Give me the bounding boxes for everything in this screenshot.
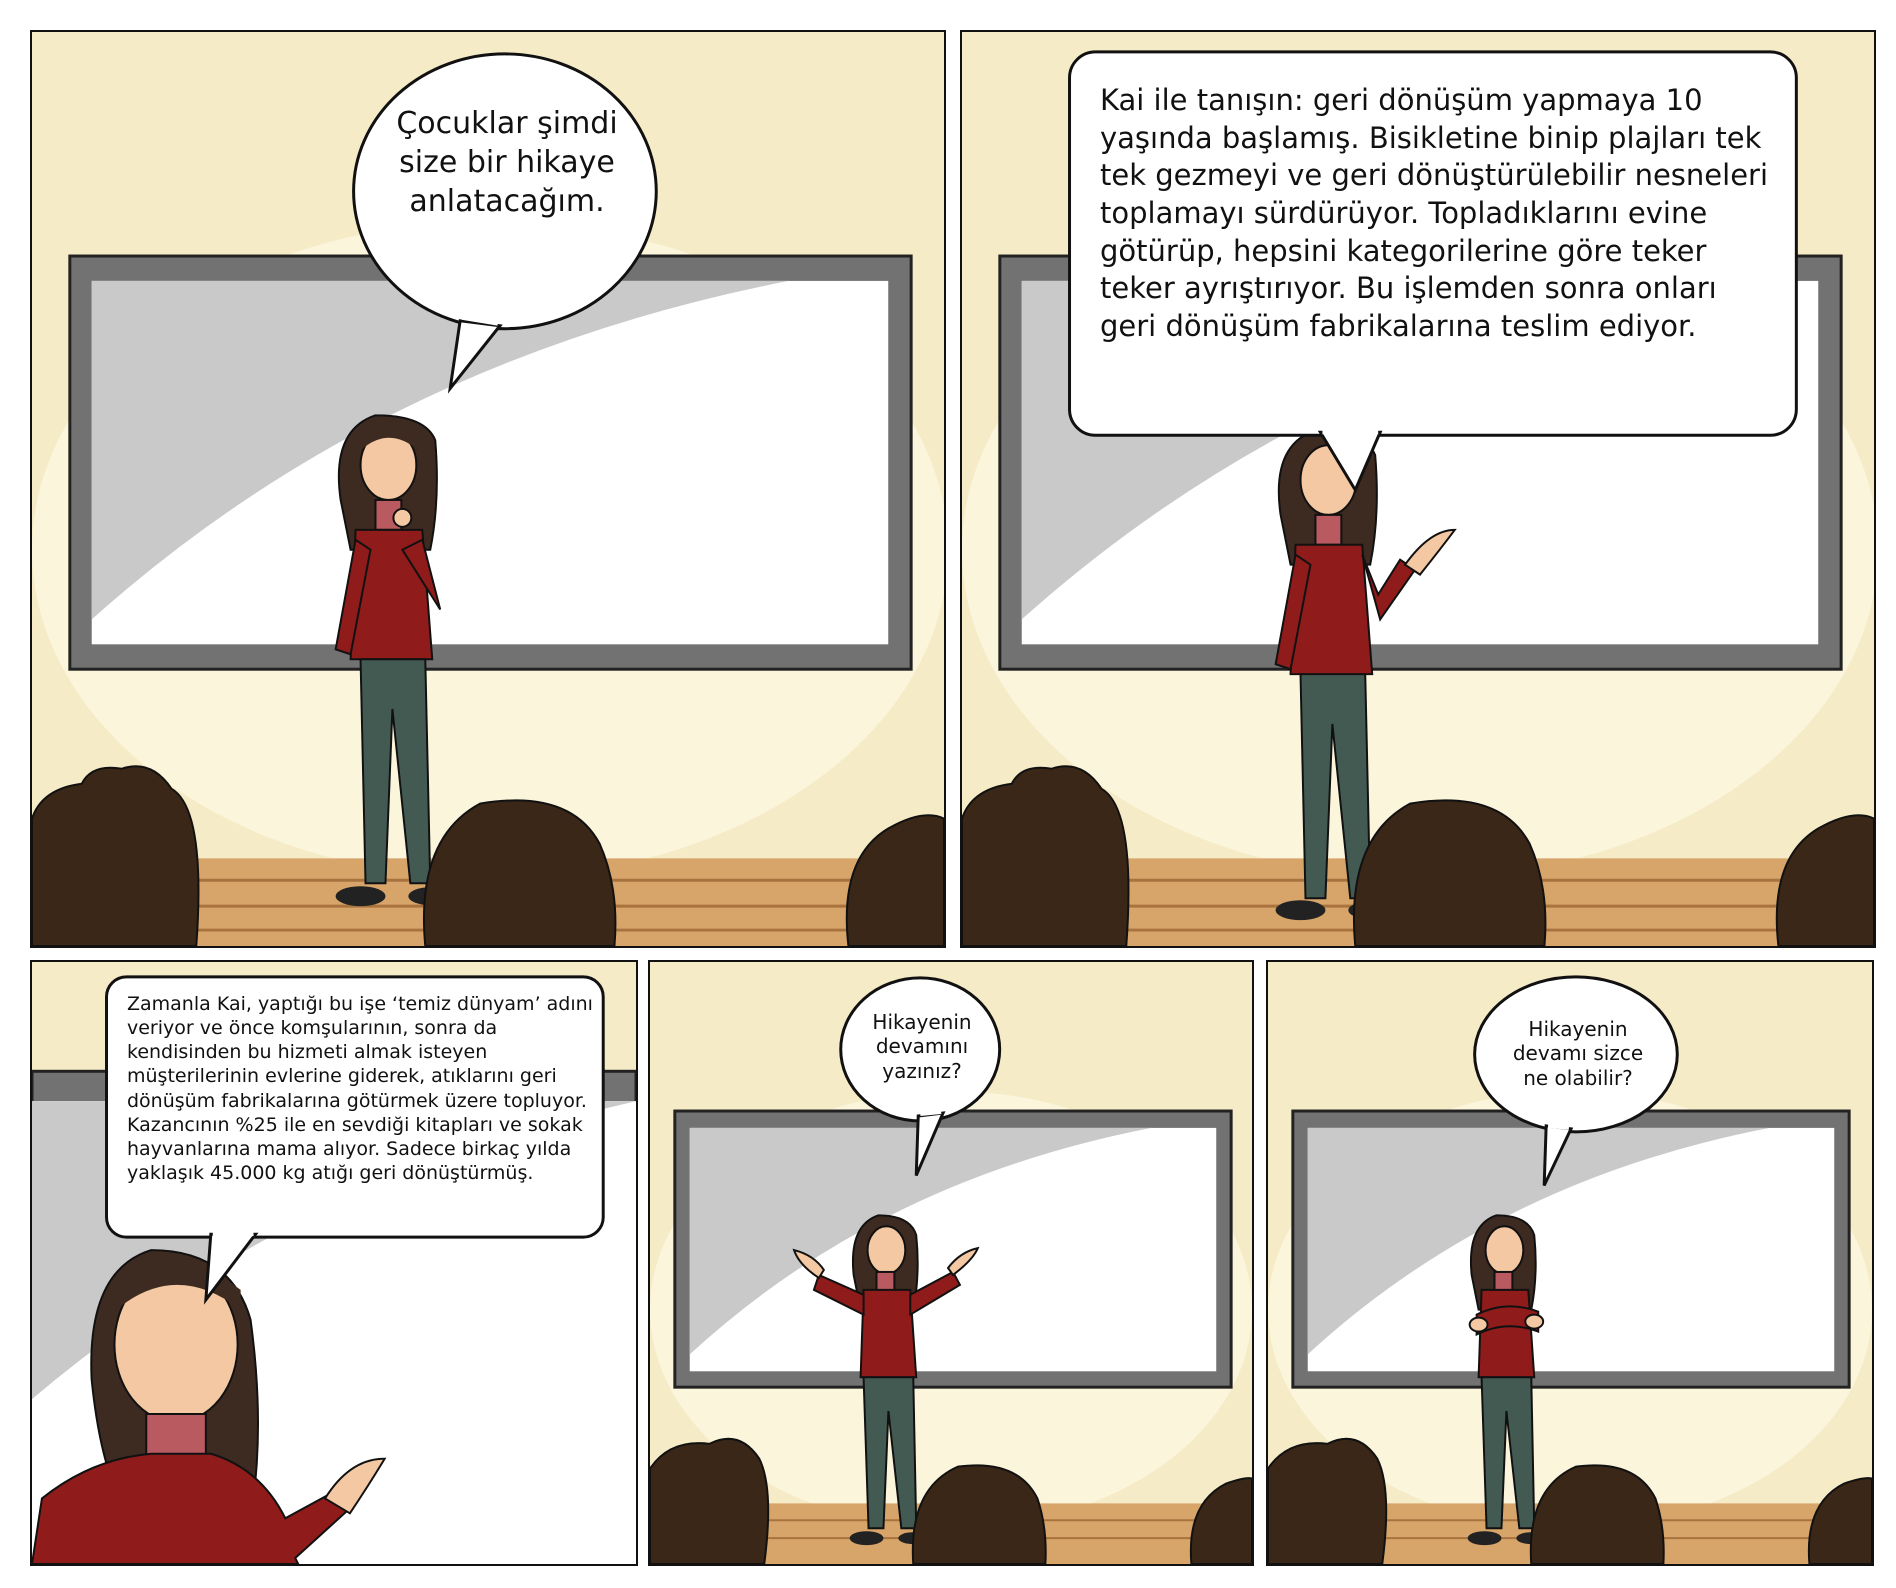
speech-text: Çocuklar şimdi size bir hikaye anlatacağım. bbox=[396, 106, 618, 219]
speech-text: Kai ile tanışın: geri dönüşüm yapmaya 10 yaşında başlamış. Bisikletine binip plajları tek tek gezmeyi ve geri dönüştürülebilir nesneleri toplamayı sürdürüyor. Topladıklarını evine götürüp, hepsini kategorilerine göre teker teker ayrıştırıyor. Bu işlemden sonra onları geri dönüşüm fabrikalarına teslim ediyor. bbox=[1100, 83, 1769, 344]
speech-text: Zamanla Kai, yaptığı bu işe ‘temiz dünyam’ adını veriyor ve önce komşularının, sonra da kendisinden bu hizmeti almak isteyen müşterilerinin evlerine giderek, atıklarını geri dönüşüm fabrikalarına götürmek üzere topluyor. Kazancının %25 ile en sevdiği kitapları ve sokak hayvanlarına mama alıyor. Sadece birkaç yılda yaklaşık 45.000 kg atığı geri dönüştürmüş. bbox=[127, 993, 593, 1184]
comic-panel-3 bbox=[30, 960, 638, 1566]
comic-panel-4 bbox=[648, 960, 1254, 1566]
whiteboard bbox=[1293, 1111, 1849, 1387]
comic-panel-2 bbox=[960, 30, 1876, 948]
comic-panel-5 bbox=[1266, 960, 1874, 1566]
speech-text: Hikayenin devamını yazınız? bbox=[872, 1010, 972, 1083]
speech-text: Hikayenin devamı sizce ne olabilir? bbox=[1512, 1017, 1644, 1090]
comic-panel-1 bbox=[30, 30, 946, 948]
whiteboard bbox=[675, 1111, 1231, 1387]
